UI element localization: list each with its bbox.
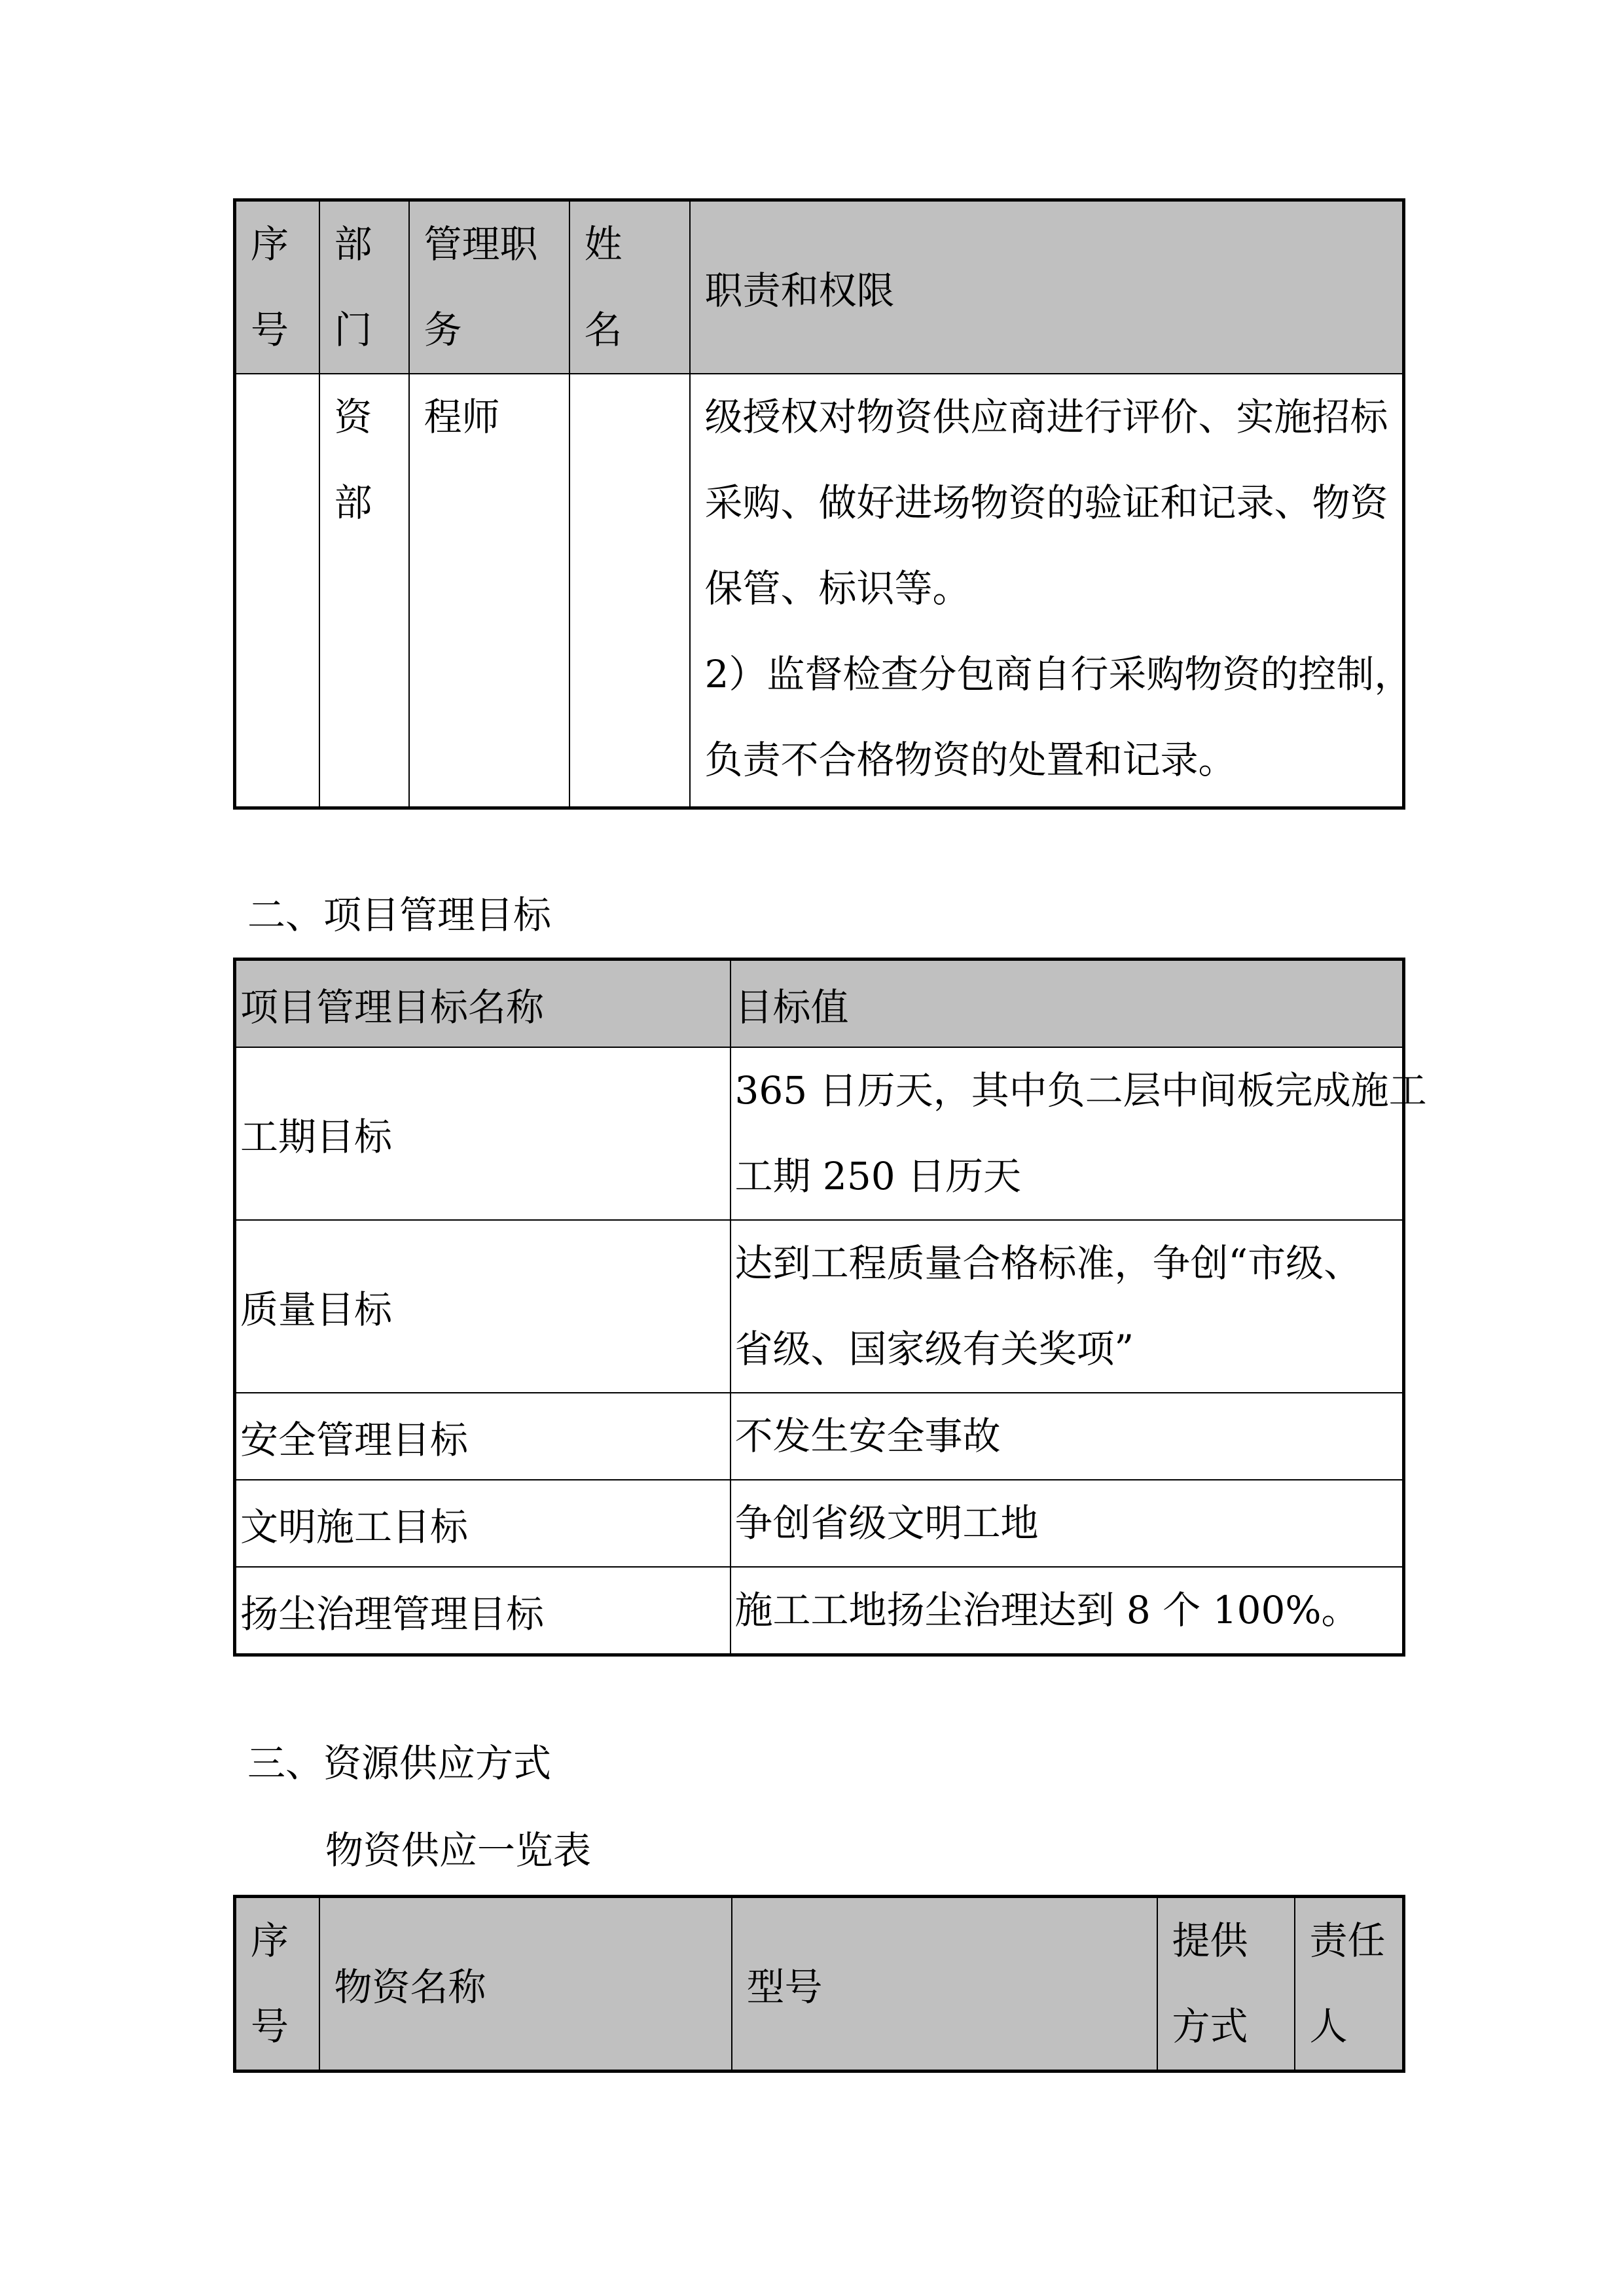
header-model: 型号: [732, 1897, 1157, 2072]
header-owner: 责任 人: [1295, 1897, 1404, 2072]
duty-line: 保管、标识等。: [704, 566, 971, 611]
duty-line: 采购、做好进场物资的验证和记录、物资: [704, 480, 1388, 525]
header-duties: 职责和权限: [690, 200, 1404, 374]
header-goal-name: 项目管理目标名称: [235, 960, 731, 1048]
goal-value: 不发生安全事故: [731, 1393, 1404, 1480]
section-heading-supply: 三、资源供应方式: [247, 1741, 552, 1785]
table-caption: 物资供应一览表: [325, 1828, 592, 1873]
cell-dept: 资 部: [319, 374, 409, 808]
header-seq: 序 号: [235, 1897, 319, 2072]
header-supply-method: 提供 方式: [1157, 1897, 1295, 2072]
goal-name: 工期目标: [235, 1047, 731, 1220]
goal-value: 365 日历天，其中负二层中间板完成施工 工期 250 日历天: [731, 1047, 1404, 1220]
goal-name: 质量目标: [235, 1220, 731, 1393]
cell-duties: [690, 374, 1413, 808]
cell-position: 程师: [409, 374, 569, 808]
table-row: [235, 1220, 1404, 1393]
header-seq: 序 号: [235, 200, 319, 374]
goal-name: 安全管理目标: [235, 1393, 731, 1480]
table-row: [235, 1393, 1404, 1480]
table-row: [235, 374, 1404, 808]
goals-table: [233, 958, 1427, 1657]
goal-value: 施工工地扬尘治理达到 8 个 100%。: [731, 1567, 1404, 1655]
header-name: 姓 名: [569, 200, 690, 374]
cell-seq: [235, 374, 319, 808]
duty-line: 2）监督检查分包商自行采购物资的控制，: [704, 652, 1413, 696]
goals-table-header: [235, 960, 1404, 1048]
table-row: [235, 1047, 1404, 1220]
duty-line: 级授权对物资供应商进行评价、实施招标: [704, 395, 1388, 439]
cell-name: [569, 374, 690, 808]
goal-value: 争创省级文明工地: [731, 1480, 1404, 1567]
section-heading-goals: 二、项目管理目标: [247, 893, 552, 937]
goal-value: 达到工程质量合格标准，争创“市级、 省级、国家级有关奖项”: [731, 1220, 1404, 1393]
header-material: 物资名称: [319, 1897, 732, 2072]
goal-name: 扬尘治理管理目标: [235, 1567, 731, 1655]
duty-line: 负责不合格物资的处置和记录。: [704, 738, 1236, 782]
header-position: 管理职 务: [409, 200, 569, 374]
header-goal-value: 目标值: [731, 960, 1404, 1048]
responsibility-table: [233, 198, 1413, 810]
goal-name: 文明施工目标: [235, 1480, 731, 1567]
table-row: [235, 1480, 1404, 1567]
material-table-header: [235, 1897, 1404, 2072]
material-supply-table: [233, 1895, 1405, 2073]
responsibility-table-header: [235, 200, 1404, 374]
table-row: [235, 1567, 1404, 1655]
header-dept: 部 门: [319, 200, 409, 374]
